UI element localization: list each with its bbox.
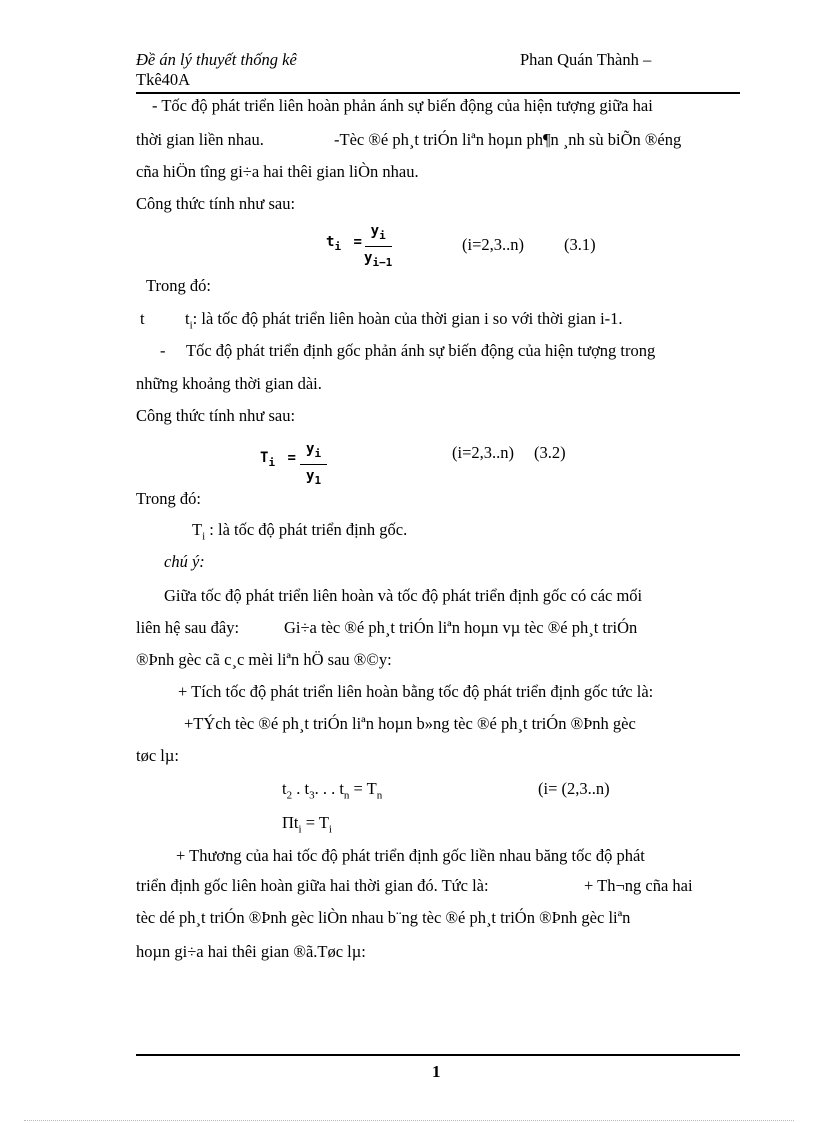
paragraph-line: hoµn gi÷a hai thêi gian ®ã.Tøc lµ:	[136, 942, 366, 961]
paragraph-line: thời gian liền nhau. -Tèc ®é ph¸t triÓn liªn hoµn ph¶n ¸nh sù biÕn ®éng	[136, 130, 682, 149]
paragraph-line: Giữa tốc độ phát triển liên hoàn và tốc độ phát triển định gốc có các mối	[164, 586, 643, 605]
paragraph-line: tøc lµ:	[136, 746, 179, 765]
paragraph-line: liên hệ sau đây: Gi÷a tèc ®é ph¸t triÓn liªn hoµn vµ tèc ®é ph¸t triÓn	[136, 618, 638, 637]
formula-pi: $\Pi t_i = T_i$	[282, 813, 332, 836]
ti-definition: t $t_i$: là tốc độ phát triển liên hoàn của thời gian i so với thời gian i-1.	[140, 309, 623, 332]
paragraph-line: - Tốc độ phát triển liên hoàn phản ánh sự biến động của hiện tượng giữa hai	[152, 96, 653, 115]
Ti-definition: $T_i$ : là tốc độ phát triển định gốc.	[192, 520, 408, 543]
header-author: Phan Quán Thành –	[520, 50, 652, 69]
header-rule	[136, 92, 740, 94]
formula-label: (3.2)	[534, 443, 566, 462]
where-label: Trong đó:	[146, 276, 211, 295]
formula-label: (3.1)	[564, 235, 596, 254]
paragraph-line: ®Þnh gèc cã c¸c mèi liªn hÖ sau ®©y:	[136, 650, 392, 669]
paragraph-line: cña hiÖn tîng gi÷a hai thêi gian liÒn nhau.	[136, 162, 419, 181]
paragraph-line: + Thương của hai tốc độ phát triển định gốc liền nhau băng tốc độ phát	[176, 846, 645, 865]
formula-intro: Công thức tính như sau:	[136, 194, 296, 213]
footer-rule	[136, 1054, 740, 1056]
page-edge	[24, 1120, 794, 1121]
paragraph-line: triển định gốc liên hoàn giữa hai thời gian đó. Tức là: + Th¬ng cña hai	[136, 876, 693, 895]
page-number: 1	[432, 1062, 441, 1081]
formula-intro: Công thức tính như sau:	[136, 406, 296, 425]
note-label: chú ý:	[164, 552, 205, 571]
where-label: Trong đó:	[136, 489, 201, 508]
paragraph-line: +TÝch tèc ®é ph¸t triÓn liªn hoµn b»ng tèc ®é ph¸t triÓn ®Þnh gèc	[184, 714, 636, 733]
formula-product: $t_2$ . $t_3$. . . $t_n = T_n$	[282, 779, 383, 802]
paragraph-line: tèc dé ph¸t triÓn ®Þnh gèc liÒn nhau b¨ng tèc ®é ph¸t triÓn ®Þnh gèc liªn	[136, 908, 631, 927]
paragraph-line: + Tích tốc độ phát triển liên hoàn bằng tốc độ phát triển định gốc tức là:	[178, 682, 654, 701]
paragraph-line: những khoảng thời gian dài.	[136, 374, 322, 393]
header-doc-title: Đề án lý thuyết thống kê	[136, 50, 297, 69]
formula-range: (i=2,3..n)	[452, 443, 515, 462]
formula-range: (i= (2,3..n)	[538, 779, 610, 798]
formula-range: (i=2,3..n)	[462, 235, 525, 254]
paragraph-line: - Tốc độ phát triển định gốc phản ánh sự biến động của hiện tượng trong	[160, 341, 656, 360]
header-class-code: Tkê40A	[136, 70, 191, 89]
